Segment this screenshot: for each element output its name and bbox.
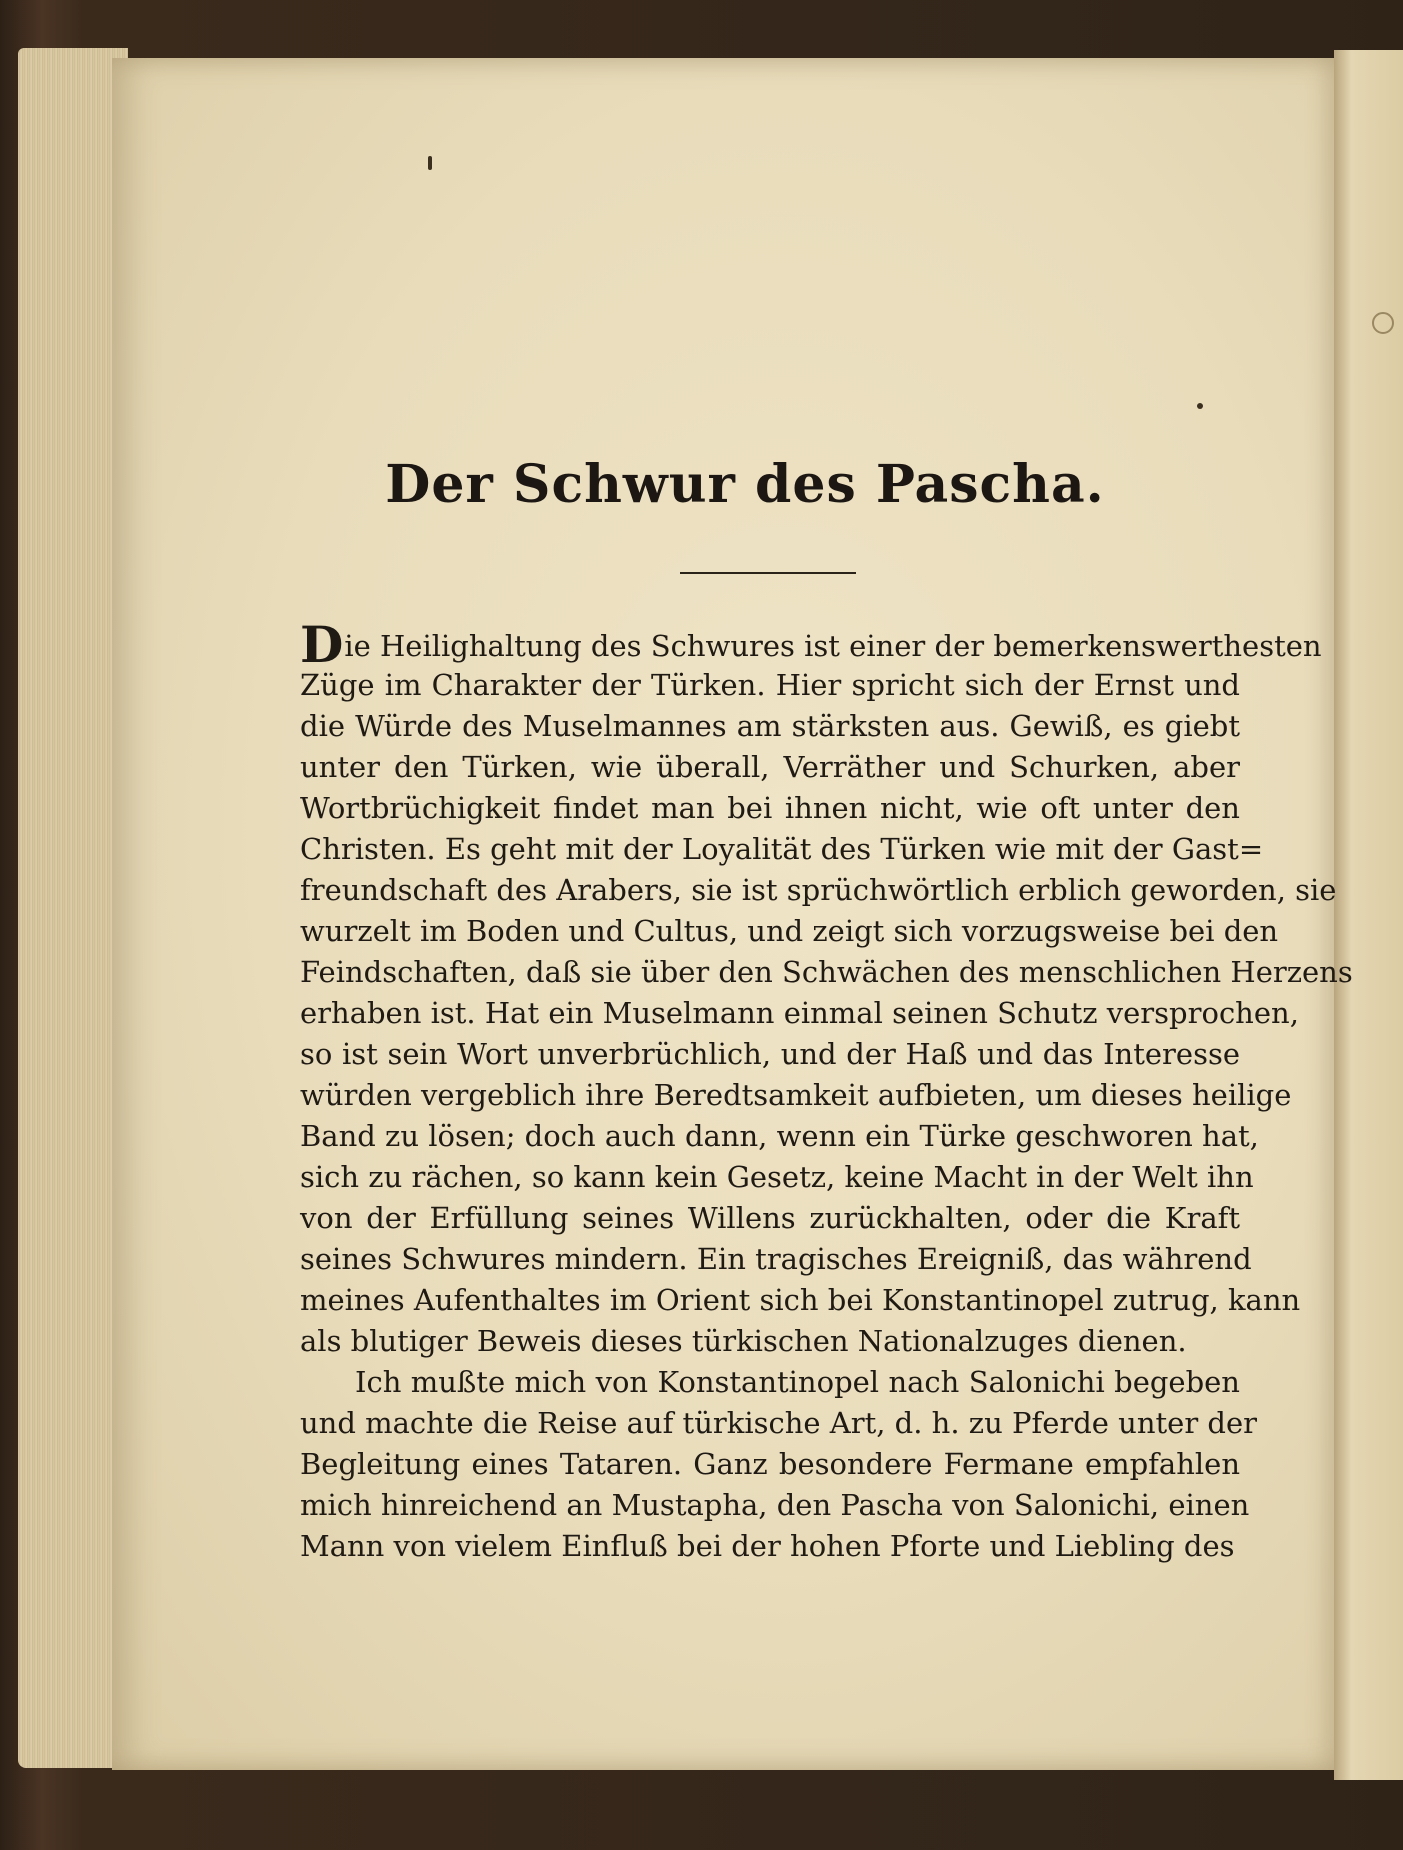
paragraph-1 <box>300 615 1353 1362</box>
text-line <box>300 1485 1250 1526</box>
text-line <box>300 911 1279 952</box>
line-text: unter den Türken, wie überall, Verräther und Schurken, aber <box>300 750 1240 784</box>
line-text: die Würde des Muselmannes am stärksten aus. Gewiß, es giebt <box>300 709 1240 743</box>
line-text: Band zu lösen; doch auch dann, wenn ein Türke geschworen hat, <box>300 1119 1259 1153</box>
text-line <box>300 665 1240 706</box>
body-text <box>300 615 1353 1567</box>
paragraph-2 <box>300 1362 1258 1567</box>
line-text: mich hinreichend an Mustapha, den Pascha von Salonichi, einen <box>300 1488 1250 1522</box>
text-line <box>300 788 1240 829</box>
line-text: von der Erfüllung seines Willens zurückhalten, oder die Kraft <box>300 1201 1240 1235</box>
chapter-title: Der Schwur des Pascha. <box>385 454 1105 515</box>
line-text: Wortbrüchigkeit findet man bei ihnen nicht, wie oft unter den <box>300 791 1240 825</box>
line-text: ie Heilighaltung des Schwures ist einer der bemerkenswerthesten <box>344 629 1322 663</box>
line-text: Ich mußte mich von Konstantinopel nach Salonichi begeben <box>355 1365 1240 1399</box>
line-text: sich zu rächen, so kann kein Gesetz, keine Macht in der Welt ihn <box>300 1160 1254 1194</box>
text-line <box>300 1075 1292 1116</box>
text-line <box>300 1239 1252 1280</box>
text-line <box>300 1116 1259 1157</box>
ink-dot <box>1197 403 1203 409</box>
line-text: so ist sein Wort unverbrüchlich, und der Haß und das Interesse <box>300 1037 1240 1071</box>
text-line <box>300 1034 1240 1075</box>
text-line <box>300 1444 1240 1485</box>
text-line <box>300 747 1240 788</box>
line-text: Begleitung eines Tataren. Ganz besondere Fermane empfahlen <box>300 1447 1240 1481</box>
line-text: freundschaft des Arabers, sie ist sprüchwörtlich erblich geworden, sie <box>300 873 1337 907</box>
text-line <box>300 1403 1258 1444</box>
text-line <box>300 829 1264 870</box>
line-text: Züge im Charakter der Türken. Hier spricht sich der Ernst und <box>300 668 1240 702</box>
text-line <box>300 1526 1240 1567</box>
text-line <box>300 870 1337 911</box>
line-text: wurzelt im Boden und Cultus, und zeigt sich vorzugsweise bei den <box>300 914 1279 948</box>
text-line <box>300 615 1322 674</box>
line-text: würden vergeblich ihre Beredtsamkeit aufbieten, um dieses heilige <box>300 1078 1292 1112</box>
text-line <box>300 706 1240 747</box>
line-text: Mann von vielem Einfluß bei der hohen Pforte und Liebling des <box>300 1529 1235 1563</box>
text-line <box>300 993 1299 1034</box>
text-line <box>300 952 1353 993</box>
text-line <box>300 1321 1240 1362</box>
line-text: erhaben ist. Hat ein Muselmann einmal seinen Schutz versprochen, <box>300 996 1299 1030</box>
ink-mark <box>428 156 432 170</box>
line-text: Feindschaften, daß sie über den Schwächen des menschlichen Herzens <box>300 955 1353 989</box>
line-text: meines Aufenthaltes im Orient sich bei Konstantinopel zutrug, kann <box>300 1283 1301 1317</box>
text-line <box>300 1157 1254 1198</box>
page-hole-mark <box>1372 312 1394 334</box>
drop-initial: D <box>300 615 344 674</box>
text-line <box>300 1362 1240 1403</box>
line-text: Christen. Es geht mit der Loyalität des Türken wie mit der Gast= <box>300 832 1264 866</box>
title-rule <box>680 572 856 574</box>
text-line <box>300 1198 1240 1239</box>
line-text: seines Schwures mindern. Ein tragisches Ereigniß, das während <box>300 1242 1252 1276</box>
facing-page-edge <box>1334 50 1403 1780</box>
line-text: als blutiger Beweis dieses türkischen Nationalzuges dienen. <box>300 1324 1187 1358</box>
line-text: und machte die Reise auf türkische Art, d. h. zu Pferde unter der <box>300 1406 1258 1440</box>
text-line <box>300 1280 1301 1321</box>
